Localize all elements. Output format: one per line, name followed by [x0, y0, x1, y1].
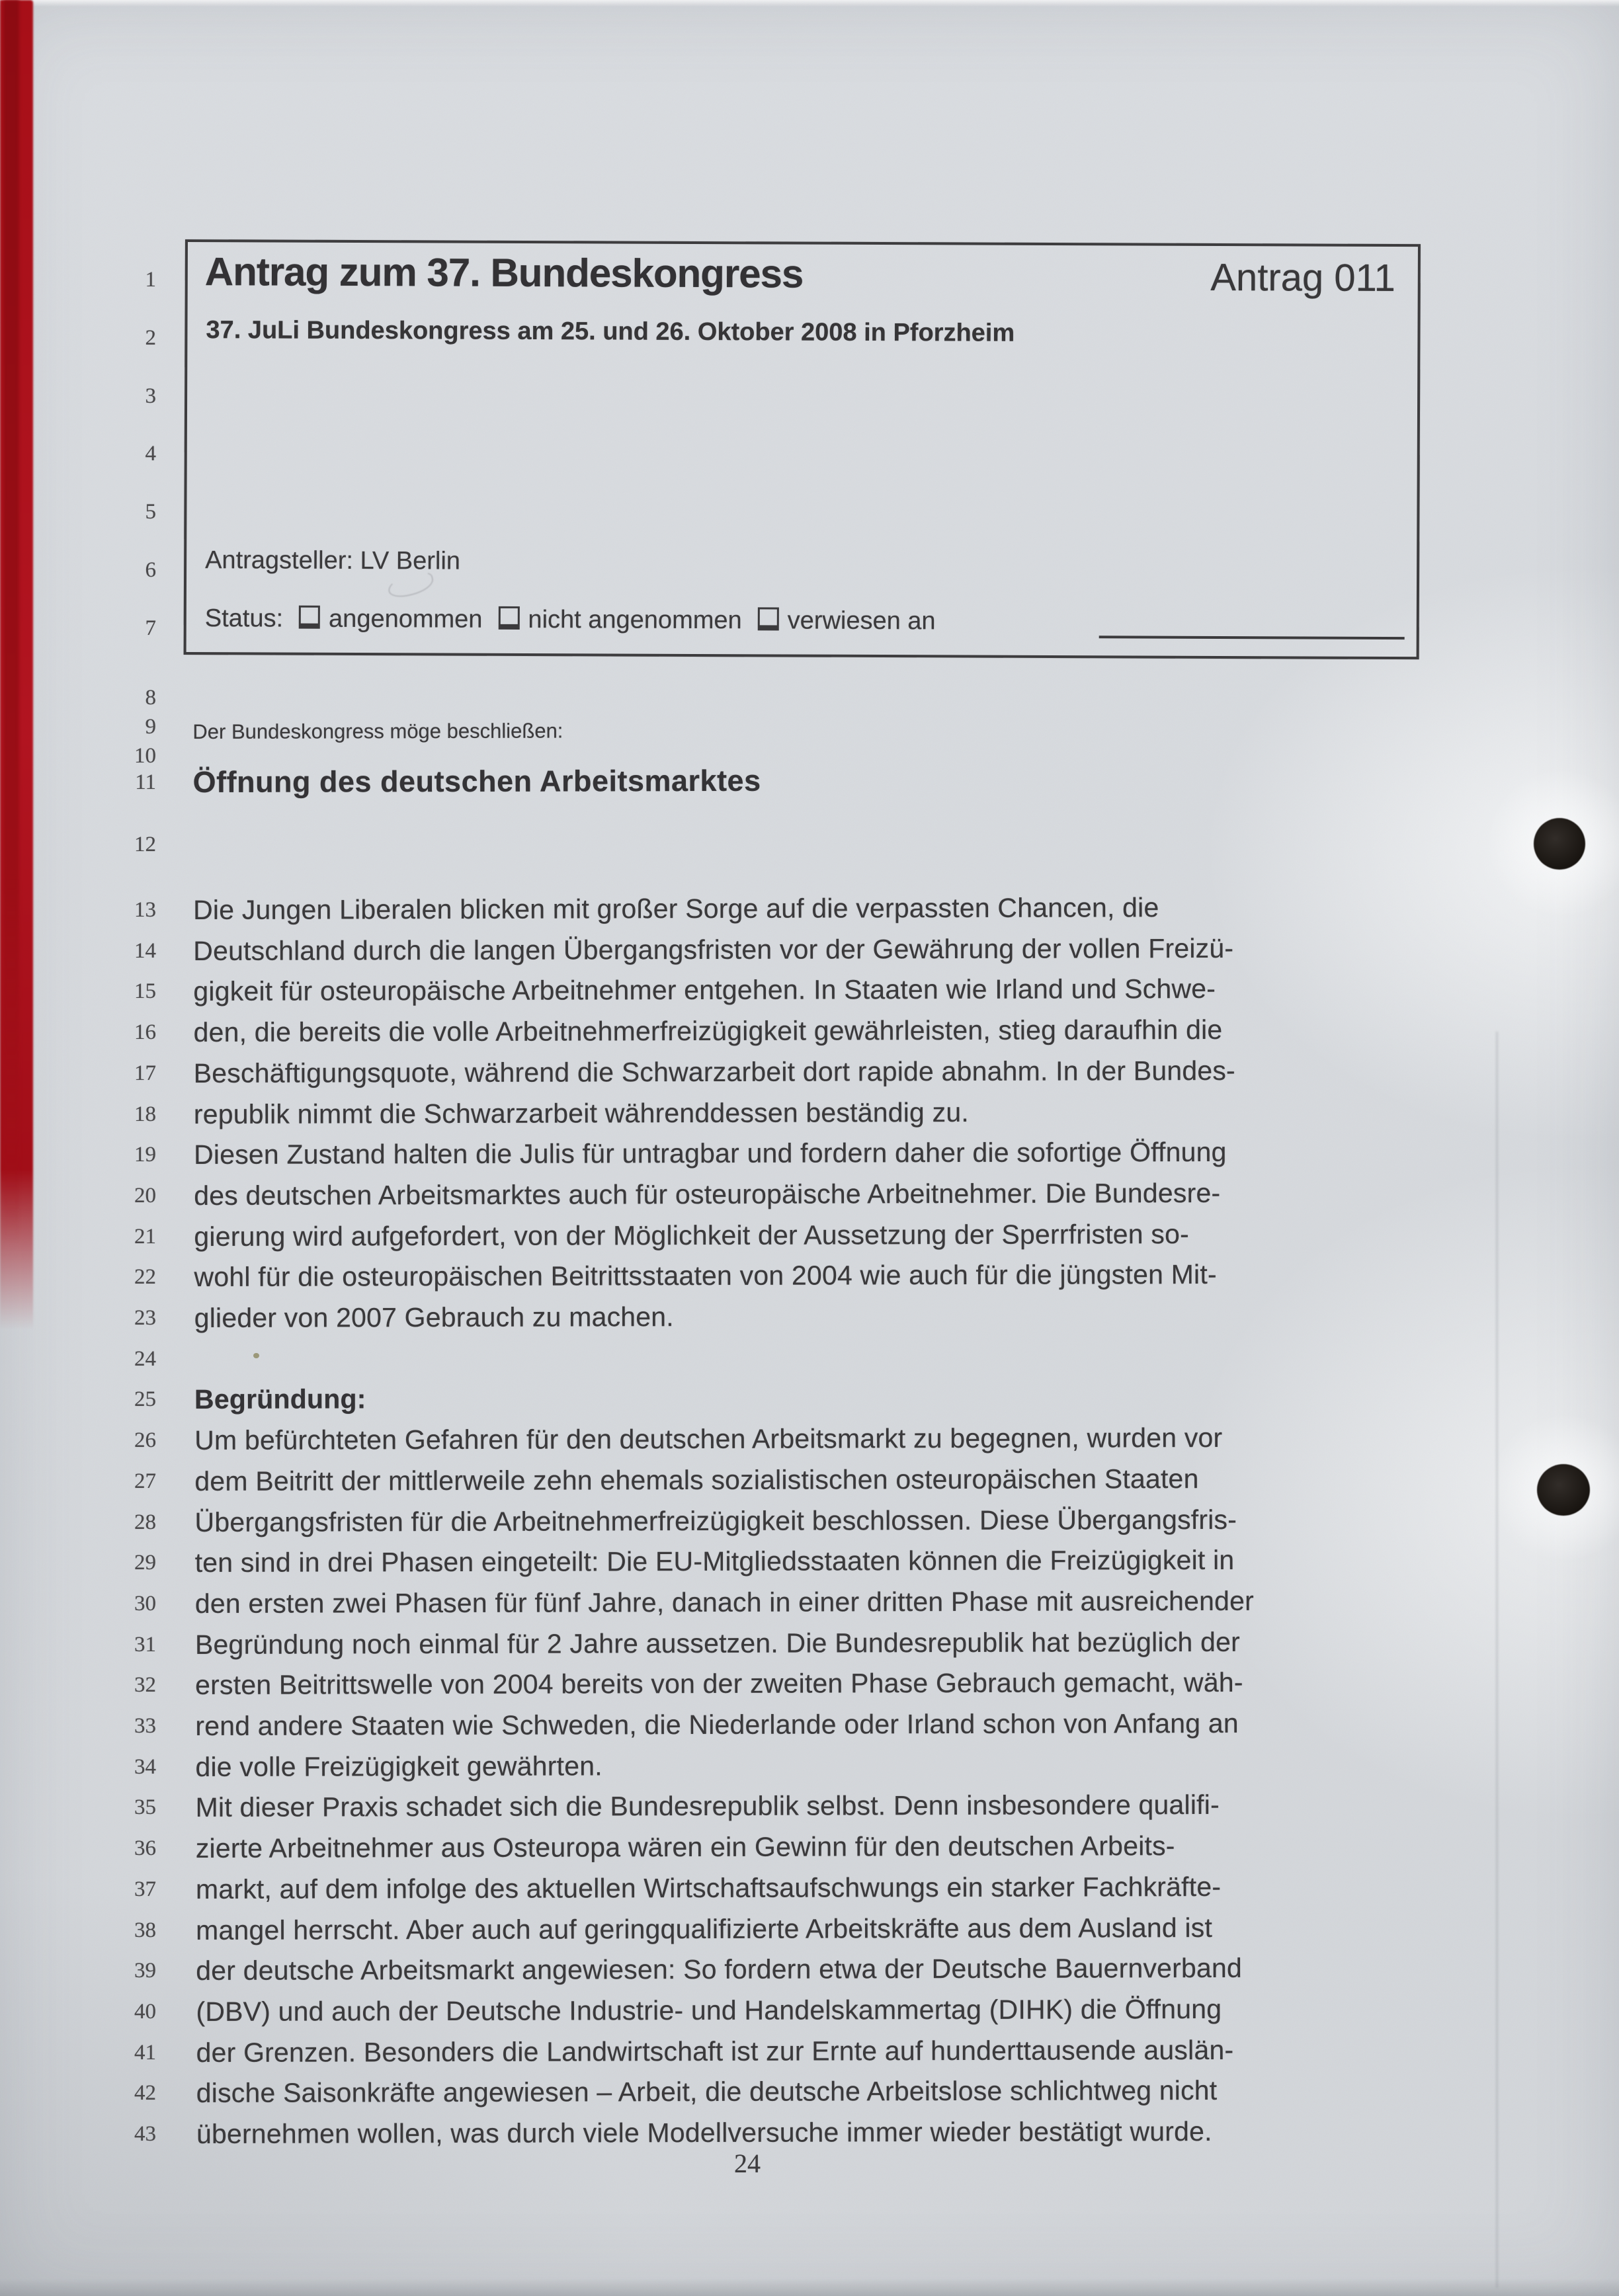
line-number: 12 — [134, 833, 156, 856]
body-text-line: (DBV) und auch der Deutsche Industrie- und Handelskammertag (DIHK) die Öffnung — [196, 1993, 1222, 2027]
line-number: 13 — [134, 898, 156, 922]
body-text-line: Diesen Zustand halten die Julis für untragbar und fordern daher die sofortige Öffnung — [193, 1137, 1227, 1170]
line-number: 10 — [134, 744, 156, 768]
line-number: 18 — [134, 1102, 156, 1126]
line-number: 40 — [134, 1999, 156, 2024]
body-text-line: den, die bereits die volle Arbeitnehmerfreizügigkeit gewährleisten, stieg daraufhin die — [193, 1014, 1223, 1048]
line-number: 22 — [134, 1265, 156, 1290]
begruendung-label: Begründung: — [194, 1383, 366, 1415]
status-label: Status: — [204, 604, 284, 633]
line-number: 29 — [134, 1551, 156, 1575]
body-text-line: Begründung noch einmal für 2 Jahre aussetzen. Die Bundesrepublik hat bezüglich der — [194, 1626, 1240, 1660]
line-number: 2 — [145, 325, 156, 350]
body-text-line: gigkeit für osteuropäische Arbeitnehmer entgehen. In Staaten wie Irland und Schwe- — [193, 973, 1216, 1007]
line-number: 5 — [145, 500, 156, 524]
line-number: 36 — [134, 1836, 156, 1861]
body-text-line: übernehmen wollen, was durch viele Modellversuche immer wieder bestätigt wurde. — [196, 2115, 1212, 2149]
body-text-line: zierte Arbeitnehmer aus Osteuropa wären ein Gewinn für den deutschen Arbeits- — [195, 1830, 1175, 1864]
line-number: 7 — [145, 616, 156, 640]
body-text-line: Beschäftigungsquote, während die Schwarzarbeit dort rapide abnahm. In der Bundes- — [193, 1055, 1235, 1088]
line-number: 31 — [134, 1632, 156, 1657]
line-number: 26 — [134, 1428, 156, 1453]
antragsteller-line: Antragsteller: LV Berlin — [205, 546, 461, 575]
body-text-line: ten sind in drei Phasen eingeteilt: Die EU-Mitgliedsstaaten können die Freizügigkeit in — [194, 1545, 1235, 1578]
line-number: 34 — [134, 1754, 156, 1779]
status-option-label: verwiesen an — [787, 606, 936, 636]
body-text-line: markt, auf dem infolge des aktuellen Wirtschaftsaufschwungs ein starker Fachkräfte- — [195, 1871, 1222, 1905]
line-number: 4 — [145, 442, 156, 466]
line-number: 17 — [134, 1061, 156, 1085]
line-number: 11 — [135, 770, 156, 794]
line-number: 6 — [145, 558, 156, 582]
line-number: 8 — [145, 686, 156, 710]
line-number: 1 — [145, 268, 156, 292]
line-number: 35 — [134, 1795, 156, 1820]
body-text-line: gierung wird aufgefordert, von der Möglichkeit der Aussetzung der Sperrfristen so- — [194, 1218, 1189, 1252]
line-number: 21 — [134, 1224, 156, 1249]
body-text-line: der Grenzen. Besonders die Landwirtschaft ist zur Ernte auf hunderttausende auslän- — [196, 2034, 1234, 2068]
line-number: 27 — [134, 1469, 156, 1493]
body-text-line: glieder von 2007 Gebrauch zu machen. — [194, 1301, 674, 1333]
status-option-label: nicht angenommen — [528, 605, 742, 635]
line-number: 30 — [134, 1591, 156, 1616]
body-text-line: rend andere Staaten wie Schweden, die Niederlande oder Irland schon von Anfang an — [195, 1707, 1239, 1741]
body-text-line: dem Beitritt der mittlerweile zehn ehemals sozialistischen osteuropäischen Staaten — [194, 1463, 1199, 1496]
line-number: 3 — [145, 384, 156, 408]
antrag-title: Antrag zum 37. Bundeskongress — [204, 249, 804, 296]
body-text-line: den ersten zwei Phasen für fünf Jahre, danach in einer dritten Phase mit ausreichender — [194, 1585, 1255, 1619]
line-number: 38 — [134, 1918, 156, 1942]
body-text-line: ersten Beitrittswelle von 2004 bereits von der zweiten Phase Gebrauch gemacht, wäh- — [195, 1667, 1243, 1701]
line-number: 19 — [134, 1143, 156, 1167]
body-text-line: Mit dieser Praxis schadet sich die Bundesrepublik selbst. Denn insbesondere qualifi- — [195, 1789, 1220, 1823]
body-text-line: der deutsche Arbeitsmarkt angewiesen: So fordern etwa der Deutsche Bauernverband — [196, 1953, 1243, 1987]
body-text-line: mangel herrscht. Aber auch auf geringqualifizierte Arbeitskräfte aus dem Ausland ist — [196, 1912, 1213, 1946]
page-number: 24 — [734, 2149, 761, 2178]
body-text-line: des deutschen Arbeitsmarktes auch für osteuropäische Arbeitnehmer. Die Bundesre- — [194, 1177, 1221, 1211]
line-number: 23 — [134, 1306, 156, 1330]
body-text-line: republik nimmt die Schwarzarbeit währenddessen beständig zu. — [193, 1096, 969, 1129]
line-number: 42 — [134, 2081, 156, 2106]
line-number: 43 — [134, 2122, 156, 2146]
line-number: 32 — [134, 1673, 156, 1698]
line-number: 20 — [134, 1183, 156, 1208]
preamble-text: Der Bundeskongress möge beschließen: — [192, 719, 563, 744]
antrag-number: Antrag 011 — [1210, 255, 1395, 300]
line-number: 39 — [134, 1959, 156, 1983]
line-number: 14 — [134, 938, 156, 963]
line-number: 15 — [134, 979, 156, 1004]
body-text-line: die volle Freizügigkeit gewährten. — [195, 1750, 602, 1782]
line-number: 28 — [134, 1510, 156, 1534]
line-number: 25 — [134, 1387, 156, 1412]
line-number: 24 — [134, 1346, 156, 1371]
body-text-line: Deutschland durch die langen Übergangsfristen vor der Gewährung der vollen Freizü- — [193, 932, 1234, 966]
line-number: 41 — [134, 2040, 156, 2065]
body-text-line: dische Saisonkräfte angewiesen – Arbeit, die deutsche Arbeitslose schlichtweg nicht — [196, 2075, 1218, 2109]
line-number: 33 — [134, 1714, 156, 1738]
document-heading: Öffnung des deutschen Arbeitsmarktes — [192, 763, 761, 800]
body-text-line: Um befürchteten Gefahren für den deutschen Arbeitsmarkt zu begegnen, wurden vor — [194, 1422, 1223, 1456]
line-number: 9 — [145, 715, 156, 739]
body-text-line: Die Jungen Liberalen blicken mit großer Sorge auf die verpassten Chancen, die — [193, 892, 1159, 925]
antrag-subtitle: 37. JuLi Bundeskongress am 25. und 26. Oktober 2008 in Pforzheim — [206, 316, 1015, 347]
body-text-line: wohl für die osteuropäischen Beitrittsstaaten von 2004 wie auch für die jüngsten Mit- — [194, 1259, 1217, 1293]
line-number: 37 — [134, 1877, 156, 1901]
line-number: 16 — [134, 1020, 156, 1045]
body-text-line: Übergangsfristen für die Arbeitnehmerfreizügigkeit beschlossen. Diese Übergangsfris- — [194, 1504, 1237, 1538]
status-option-label: angenommen — [329, 604, 483, 634]
